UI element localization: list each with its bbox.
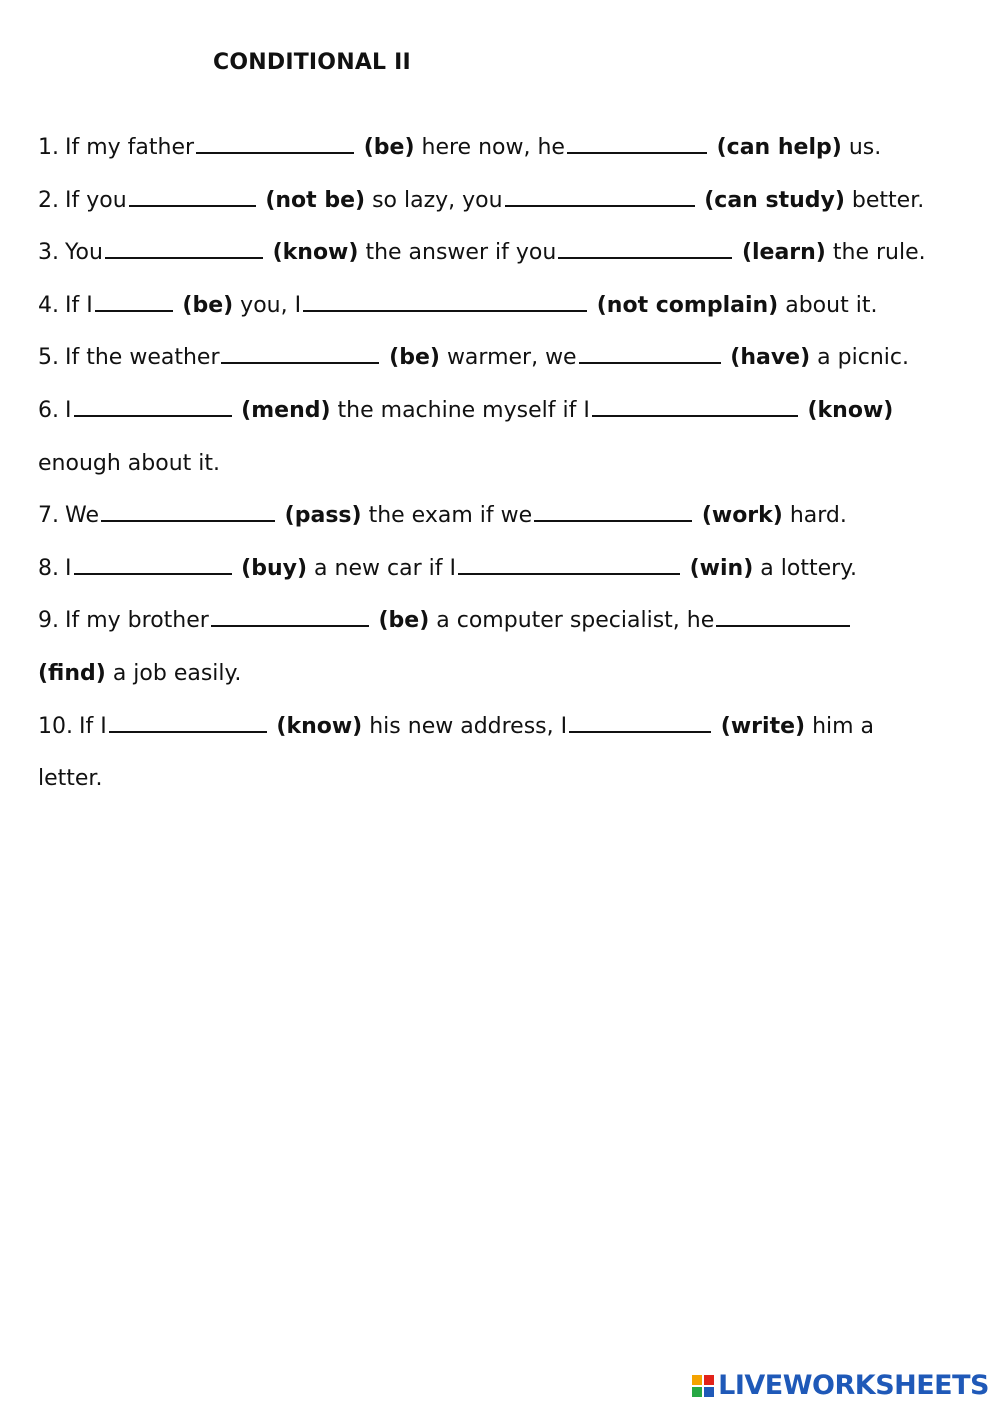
sentence-text: a job easily. bbox=[112, 660, 242, 686]
verb-hint: (can study) bbox=[704, 187, 845, 213]
sentence-text: warmer, we bbox=[446, 345, 577, 371]
exercise-number: 1. bbox=[38, 135, 59, 160]
exercise-item-continuation bbox=[38, 654, 968, 707]
verb-hint: (write) bbox=[720, 713, 806, 739]
logo-block bbox=[704, 1375, 714, 1385]
answer-blank[interactable] bbox=[303, 286, 587, 312]
sentence-text: the machine myself if I bbox=[337, 397, 590, 423]
sentence-text: If the weather bbox=[65, 345, 220, 371]
verb-hint: (know) bbox=[272, 240, 359, 266]
verb-hint: (pass) bbox=[284, 503, 362, 529]
verb-hint: (find) bbox=[38, 660, 106, 686]
sentence-text: I bbox=[65, 555, 72, 581]
logo-block bbox=[704, 1387, 714, 1397]
answer-blank[interactable] bbox=[505, 181, 695, 207]
exercise-item-continuation bbox=[38, 759, 968, 812]
verb-hint: (know) bbox=[276, 713, 363, 739]
sentence-text: If you bbox=[65, 187, 127, 213]
sentence-text: the answer if you bbox=[365, 240, 557, 266]
sentence-text: hard. bbox=[789, 503, 847, 529]
exercise-item bbox=[38, 286, 968, 339]
exercise-item bbox=[38, 338, 968, 391]
verb-hint: (have) bbox=[730, 345, 811, 371]
exercise-item bbox=[38, 549, 968, 602]
sentence-text: enough about it. bbox=[38, 450, 220, 476]
exercise-number: 6. bbox=[38, 397, 59, 423]
answer-blank[interactable] bbox=[95, 286, 173, 312]
answer-blank[interactable] bbox=[105, 233, 263, 259]
verb-hint: (buy) bbox=[241, 555, 308, 581]
sentence-text: the rule. bbox=[832, 240, 926, 266]
answer-blank[interactable] bbox=[534, 496, 692, 522]
sentence-text: here now, he bbox=[421, 135, 565, 160]
answer-blank[interactable] bbox=[74, 391, 232, 417]
verb-hint: (not be) bbox=[265, 187, 366, 213]
verb-hint: (be) bbox=[389, 345, 440, 371]
sentence-text: I bbox=[65, 397, 72, 423]
exercise-number: 8. bbox=[38, 555, 59, 581]
answer-blank[interactable] bbox=[567, 128, 707, 154]
sentence-text: his new address, I bbox=[369, 713, 568, 739]
answer-blank[interactable] bbox=[579, 338, 721, 364]
exercise-number: 7. bbox=[38, 503, 59, 529]
answer-blank[interactable] bbox=[558, 233, 732, 259]
verb-hint: (learn) bbox=[741, 240, 826, 266]
exercise-item bbox=[38, 181, 968, 234]
exercise-number: 9. bbox=[38, 608, 59, 634]
sentence-text: We bbox=[65, 503, 99, 529]
exercise-item bbox=[38, 391, 968, 444]
sentence-text: us. bbox=[848, 135, 882, 160]
verb-hint: (can help) bbox=[716, 135, 842, 160]
logo-block bbox=[692, 1375, 702, 1385]
sentence-text: him a bbox=[812, 713, 875, 739]
sentence-text: better. bbox=[851, 187, 925, 213]
sentence-text: If I bbox=[65, 292, 93, 318]
sentence-text: you, I bbox=[240, 292, 302, 318]
page-title: CONDITIONAL II bbox=[213, 50, 411, 75]
exercise-item bbox=[38, 233, 968, 286]
exercise-number: 3. bbox=[38, 240, 59, 266]
verb-hint: (not complain) bbox=[596, 292, 779, 318]
sentence-text: a lottery. bbox=[760, 555, 858, 581]
exercise-item bbox=[38, 496, 968, 549]
answer-blank[interactable] bbox=[109, 707, 267, 733]
exercise-item-continuation bbox=[38, 444, 968, 497]
sentence-text: so lazy, you bbox=[372, 187, 503, 213]
sentence-text: a computer specialist, he bbox=[436, 608, 715, 634]
exercise-item bbox=[38, 707, 968, 760]
answer-blank[interactable] bbox=[129, 181, 256, 207]
sentence-text: a picnic. bbox=[817, 345, 909, 371]
exercise-item bbox=[38, 128, 968, 181]
exercise-number: 5. bbox=[38, 345, 59, 371]
answer-blank[interactable] bbox=[211, 601, 369, 627]
sentence-text: a new car if I bbox=[314, 555, 456, 581]
answer-blank[interactable] bbox=[592, 391, 798, 417]
verb-hint: (be) bbox=[182, 292, 234, 318]
verb-hint: (win) bbox=[689, 555, 754, 581]
sentence-text: letter. bbox=[38, 766, 103, 792]
exercise-list bbox=[38, 128, 968, 812]
sentence-text: about it. bbox=[785, 292, 878, 318]
answer-blank[interactable] bbox=[569, 707, 711, 733]
sentence-text: You bbox=[65, 240, 103, 266]
logo-block bbox=[692, 1387, 702, 1397]
exercise-number: 4. bbox=[38, 292, 59, 318]
answer-blank[interactable] bbox=[221, 338, 379, 364]
verb-hint: (work) bbox=[701, 503, 783, 529]
sentence-text: If my father bbox=[65, 135, 195, 160]
exercise-item bbox=[38, 601, 968, 654]
verb-hint: (know) bbox=[807, 397, 894, 423]
answer-blank[interactable] bbox=[716, 601, 850, 627]
exercise-number: 10. bbox=[38, 713, 73, 739]
sentence-text: If I bbox=[79, 713, 107, 739]
answer-blank[interactable] bbox=[196, 128, 354, 154]
verb-hint: (mend) bbox=[241, 397, 331, 423]
sentence-text: the exam if we bbox=[368, 503, 533, 529]
answer-blank[interactable] bbox=[101, 496, 275, 522]
sentence-text: If my brother bbox=[65, 608, 209, 634]
logo-text: LIVEWORKSHEETS bbox=[718, 1370, 989, 1401]
exercise-number: 2. bbox=[38, 187, 59, 213]
answer-blank[interactable] bbox=[458, 549, 680, 575]
liveworksheets-logo-icon bbox=[692, 1375, 714, 1397]
verb-hint: (be) bbox=[378, 608, 430, 634]
verb-hint: (be) bbox=[363, 135, 415, 160]
liveworksheets-logo bbox=[692, 1370, 989, 1401]
answer-blank[interactable] bbox=[74, 549, 232, 575]
